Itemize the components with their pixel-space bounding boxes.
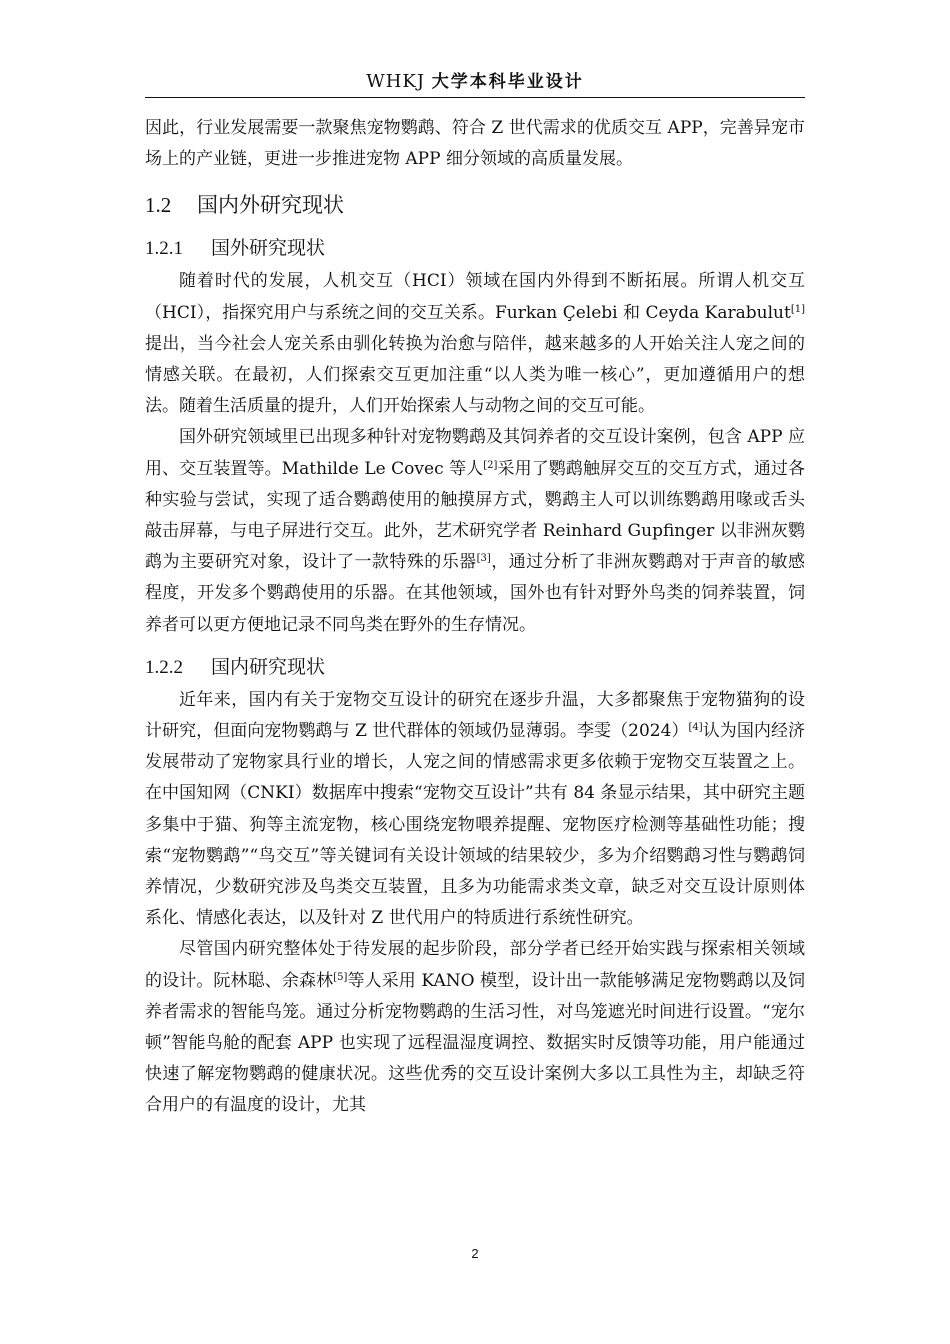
- paragraph-text: 尽管国内研究整体处于待发展的起步阶段，部分学者已经开始实践与探索相关领域的设计。阮林聪、余森林: [145, 939, 805, 991]
- paragraph-text: ，通过分析了非洲灰鹦鹉对于声音的敏感程度，开发多个鹦鹉使用的乐器。在其他领域，国外也有针对野外鸟类的饲养装置，饲养者可以更方便地记录不同鸟类在野外的生存情况。: [145, 552, 805, 635]
- paragraph: [145, 422, 805, 640]
- paragraph: [145, 685, 805, 935]
- header-rule: [145, 97, 805, 98]
- section-heading-1-2-1: [145, 232, 805, 265]
- running-header: [145, 68, 805, 96]
- citation-ref: [2]: [483, 459, 498, 471]
- section-number: 1.2.1: [145, 238, 183, 260]
- paragraph-text: 随着时代的发展，人机交互（HCI）领域在国内外得到不断拓展。所谓人机交互（HCI），指探究用户与系统之间的交互关系。Furkan Çelebi 和 Ceyda Karabulut: [145, 271, 805, 323]
- page-number: 2: [471, 1246, 479, 1261]
- citation-ref: [3]: [476, 553, 491, 565]
- section-heading-1-2: [145, 188, 805, 222]
- paragraph-text: 采用了鹦鹉触屏交互的交互方式，通过各种实验与尝试，实现了适合鹦鹉使用的触摸屏方式，鹦鹉主人可以训练鹦鹉用喙或舌头敲击屏幕，与电子屏进行交互。此外，艺术研究学者 Reinhard Gupfinger 以非洲灰鹦鹉为主要研究对象，设计了一款特殊的乐器: [145, 458, 805, 573]
- section-title: 国内研究现状: [211, 655, 326, 678]
- header-latin: WHKJ: [366, 71, 426, 92]
- section-number: 1.2: [145, 193, 172, 218]
- header-title: 大学本科毕业设计: [431, 72, 584, 92]
- citation-ref: [5]: [333, 971, 348, 983]
- paragraph: [145, 266, 805, 422]
- paragraph-text: 提出，当今社会人宠关系由驯化转换为治愈与陪伴，越来越多的人开始关注人宠之间的情感关联。在最初，人们探索交互更加注重“以人类为唯一核心”，更加遵循用户的想法。随着生活质量的提升，人们开始探索人与动物之间的交互可能。: [145, 333, 805, 417]
- paragraph-text: 认为国内经济发展带动了宠物家具行业的增长，人宠之间的情感需求更多依赖于宠物交互装置之上。在中国知网（CNKI）数据库中搜索“宠物交互设计”共有 84 条显示结果，其中研究主题多集中于猫、狗等主流宠物，核心围绕宠物喂养提醒、宠物医疗检测等基础性功能；搜索“宠物鹦鹉”“鸟交互”等关键词有关设计领域的结果较少，多为介绍鹦鹉习性与鹦鹉饲养情况，少数研究涉及鸟类交互装置，且多为功能需求类文章，缺乏对交互设计原则体系化、情感化表达，以及针对 Z 世代用户的特质进行系统性研究。: [145, 721, 806, 929]
- body-text: [145, 113, 805, 1122]
- section-number: 1.2.2: [145, 656, 183, 678]
- section-heading-1-2-2: [145, 651, 805, 684]
- paragraph-text: 国外研究领域里已出现多种针对宠物鹦鹉及其饲养者的交互设计案例，包含 APP 应用、交互装置等。Mathilde Le Covec 等人: [145, 427, 805, 479]
- paragraph-text: 因此，行业发展需要一款聚焦宠物鹦鹉、符合 Z 世代需求的优质交互 APP，完善异宠市场上的产业链，更进一步推进宠物 APP 细分领域的高质量发展。: [145, 118, 805, 170]
- section-title: 国外研究现状: [211, 237, 326, 260]
- citation-ref: [4]: [688, 722, 703, 734]
- paragraph-text: 等人采用 KANO 模型，设计出一款能够满足宠物鹦鹉以及饲养者需求的智能鸟笼。通过分析宠物鹦鹉的生活习性，对鸟笼遮光时间进行设置。“宠尔顿”智能鸟舱的配套 APP 也实现了远程温湿度调控、数据实时反馈等功能，用户能通过快速了解宠物鹦鹉的健康状况。这些优秀的交互设计案例大多以工具性为主，却缺乏符合用户的有温度的设计，尤其: [145, 970, 805, 1116]
- paragraph: [145, 934, 805, 1121]
- paragraph-text: 近年来，国内有关于宠物交互设计的研究在逐步升温，大多都聚焦于宠物猫狗的设计研究，但面向宠物鹦鹉与 Z 世代群体的领域仍显薄弱。李雯（2024）: [145, 689, 805, 742]
- section-title: 国内外研究现状: [197, 193, 344, 218]
- paragraph: [145, 113, 805, 175]
- citation-ref: [1]: [790, 303, 805, 315]
